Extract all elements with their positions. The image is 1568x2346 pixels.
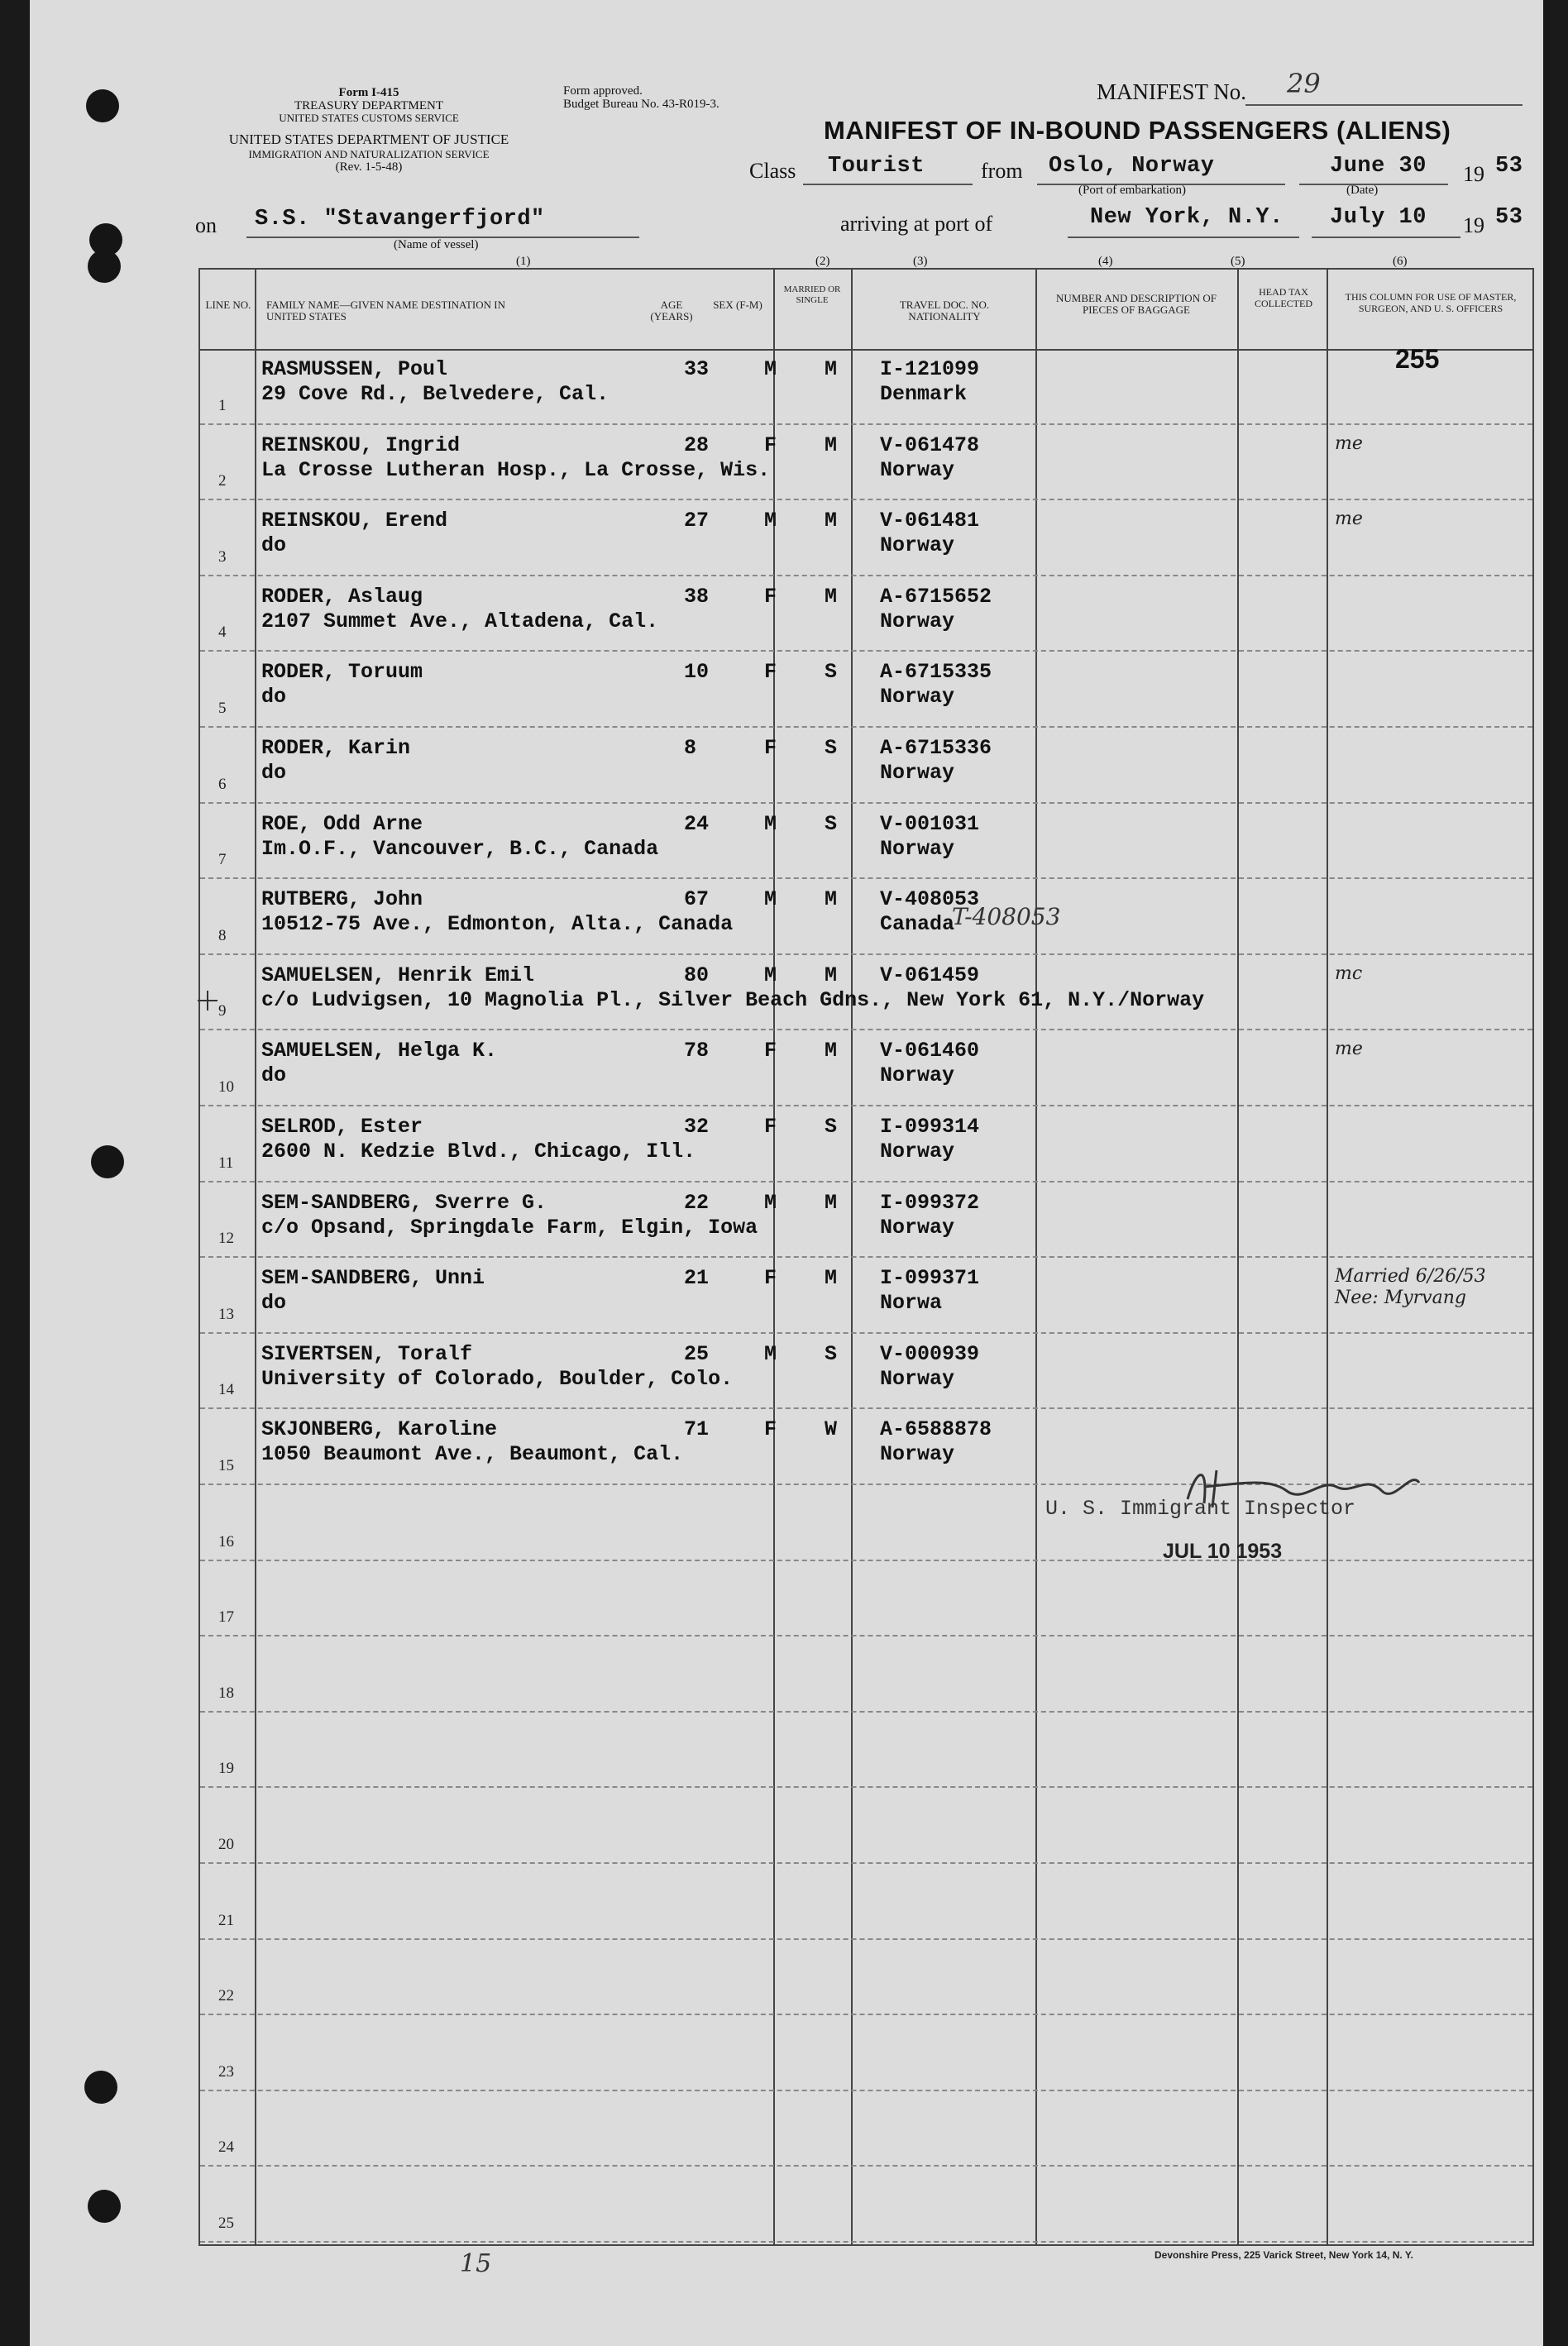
from-value: Oslo, Norway <box>1049 154 1215 179</box>
marital-status: M <box>825 432 838 457</box>
age: 28 <box>684 432 710 457</box>
age: 24 <box>684 811 710 836</box>
cross-mark <box>195 988 220 1013</box>
row-divider <box>200 2014 1532 2015</box>
row-divider <box>200 1786 1532 1788</box>
passenger-name: REINSKOU, Ingrid <box>261 432 461 457</box>
arrival-year-prefix: 19 <box>1463 213 1484 237</box>
sex: F <box>764 432 777 457</box>
class-label: Class <box>749 159 796 183</box>
line-number: 9 <box>218 1002 227 1020</box>
passenger-name: SELROD, Ester <box>261 1115 423 1139</box>
year-prefix: 19 <box>1463 162 1484 186</box>
destination: do <box>261 533 287 558</box>
row-divider <box>200 1711 1532 1713</box>
nationality: Norway <box>880 609 955 633</box>
destination: c/o Ludvigsen, 10 Magnolia Pl., Silver Beach Gdns., New York 61, N.Y./Norway <box>261 987 1205 1012</box>
revision: (Rev. 1-5-48) <box>335 160 403 174</box>
line-number: 14 <box>218 1381 234 1399</box>
nationality: Norwa <box>880 1291 943 1316</box>
destination: University of Colorado, Boulder, Colo. <box>261 1366 734 1391</box>
col-number-6: (6) <box>1393 255 1408 268</box>
nationality: Norway <box>880 1215 955 1240</box>
sex: M <box>764 1341 777 1366</box>
ins-service: IMMIGRATION AND NATURALIZATION SERVICE <box>248 148 490 160</box>
travel-doc: A-6588878 <box>880 1417 992 1442</box>
line-number: 1 <box>218 396 227 414</box>
destination: Im.O.F., Vancouver, B.C., Canada <box>261 836 659 861</box>
row-divider <box>200 726 1532 728</box>
header-head-tax: HEAD TAX COLLECTED <box>1255 286 1312 309</box>
col-number-2: (2) <box>815 255 830 268</box>
header-travel-doc: TRAVEL DOC. NO. NATIONALITY <box>899 299 990 323</box>
row-divider <box>200 2090 1532 2091</box>
row-divider <box>200 499 1532 500</box>
header-married: MARRIED OR SINGLE <box>783 284 841 305</box>
budget-bureau: Budget Bureau No. 43-R019-3. <box>563 98 719 111</box>
row-divider <box>200 1332 1532 1334</box>
inspector-signature <box>1171 1454 1452 1520</box>
destination: do <box>261 761 287 785</box>
line-number: 23 <box>218 2062 234 2081</box>
line-number: 16 <box>218 1532 234 1550</box>
officer-note: mc <box>1335 963 1363 984</box>
passenger-name: ROE, Odd Arne <box>261 811 423 836</box>
travel-doc: V-061478 <box>880 432 980 457</box>
binder-hole <box>86 89 119 122</box>
travel-doc: I-099371 <box>880 1266 980 1291</box>
marital-status: S <box>825 1341 838 1366</box>
nationality: Norway <box>880 1140 955 1163</box>
line-number: 4 <box>218 624 227 642</box>
port-embark-caption: (Port of embarkation) <box>1078 184 1186 197</box>
line-number: 21 <box>218 1911 234 1929</box>
travel-doc: A-6715336 <box>880 736 992 760</box>
line-number: 2 <box>218 472 227 490</box>
line-number: 25 <box>218 2215 234 2232</box>
passenger-name: SEM-SANDBERG, Unni <box>261 1266 485 1291</box>
bottom-mark: 15 <box>460 2249 492 2278</box>
line-number: 17 <box>218 1608 234 1627</box>
nationality: Canada <box>880 912 955 937</box>
passenger-name: SAMUELSEN, Henrik Emil <box>261 963 535 987</box>
date-value: June 30 <box>1330 154 1427 179</box>
passenger-name: SKJONBERG, Karoline <box>261 1417 498 1442</box>
header-age: AGE (YEARS) <box>650 299 693 323</box>
marital-status: M <box>825 963 838 987</box>
manifest-no-value: 29 <box>1287 68 1321 99</box>
treasury-department: TREASURY DEPARTMENT <box>294 99 444 112</box>
officer-note: me <box>1335 1039 1363 1060</box>
sex: M <box>764 887 777 912</box>
passenger-name: RODER, Karin <box>261 736 411 760</box>
sex: F <box>764 584 777 609</box>
line-number: 18 <box>218 1684 234 1702</box>
row-divider <box>200 1105 1532 1106</box>
dept-of-justice: UNITED STATES DEPARTMENT OF JUSTICE <box>228 131 509 147</box>
row-divider <box>200 877 1532 879</box>
destination: do <box>261 685 287 710</box>
nationality: Norway <box>880 457 955 482</box>
destination: 29 Cove Rd., Belvedere, Cal. <box>261 382 610 406</box>
row-divider <box>200 1029 1532 1030</box>
marital-status: S <box>825 660 838 685</box>
age: 32 <box>684 1115 710 1139</box>
nationality: Norway <box>880 1063 955 1088</box>
sex: M <box>764 509 777 533</box>
marital-status: W <box>825 1417 838 1442</box>
passenger-name: SAMUELSEN, Helga K. <box>261 1039 498 1063</box>
line-number: 20 <box>218 1836 234 1853</box>
line-number: 8 <box>218 926 227 944</box>
line-number: 19 <box>218 1760 234 1778</box>
binder-hole <box>84 2071 117 2104</box>
header-name: FAMILY NAME—GIVEN NAME DESTINATION IN UNITED STATES <box>266 299 506 323</box>
travel-doc: V-001031 <box>880 811 980 836</box>
travel-doc: I-099314 <box>880 1115 980 1139</box>
line-number: 15 <box>218 1457 234 1474</box>
stamp-date: JUL 10 1953 <box>1163 1540 1283 1563</box>
printer-footer: Devonshire Press, 225 Varick Street, New York 14, N. Y. <box>1154 2249 1413 2261</box>
col-number-4: (4) <box>1098 255 1113 268</box>
officer-note: Married 6/26/53 Nee: Myrvang <box>1335 1266 1486 1309</box>
row-divider <box>200 1938 1532 1940</box>
inspector-stamp: U. S. Immigrant Inspector <box>1045 1497 1356 1521</box>
passenger-table <box>198 268 1534 2246</box>
line-number: 5 <box>218 700 227 717</box>
header-sex: SEX (F-M) <box>713 299 762 311</box>
destination: do <box>261 1063 287 1088</box>
customs-service: UNITED STATES CUSTOMS SERVICE <box>279 112 459 124</box>
line-number: 3 <box>218 547 227 566</box>
destination: 2600 N. Kedzie Blvd., Chicago, Ill. <box>261 1140 696 1163</box>
travel-doc: I-099372 <box>880 1190 980 1215</box>
destination: La Crosse Lutheran Hosp., La Crosse, Wis. <box>261 457 771 482</box>
destination: c/o Opsand, Springdale Farm, Elgin, Iowa <box>261 1215 758 1240</box>
row-divider <box>200 802 1532 804</box>
row-divider <box>200 1862 1532 1864</box>
line-number: 24 <box>218 2138 234 2157</box>
vessel-name: S.S. "Stavangerfjord" <box>255 207 545 232</box>
header-officers: THIS COLUMN FOR USE OF MASTER, SURGEON, AND U. S. OFFICERS <box>1345 291 1517 314</box>
marital-status: M <box>825 357 838 381</box>
travel-doc: V-061459 <box>880 963 980 987</box>
sex: F <box>764 736 777 760</box>
marital-status: M <box>825 1190 838 1215</box>
col-number-1: (1) <box>516 255 531 268</box>
header-baggage: NUMBER AND DESCRIPTION OF PIECES OF BAGGAGE <box>1056 292 1217 316</box>
manifest-no-label: MANIFEST No. <box>1097 79 1247 104</box>
passenger-name: SEM-SANDBERG, Sverre G. <box>261 1190 547 1215</box>
passenger-name: RODER, Aslaug <box>261 584 423 609</box>
age: 80 <box>684 963 710 987</box>
row-divider <box>200 2241 1532 2243</box>
officer-note: me <box>1335 509 1363 530</box>
age: 25 <box>684 1341 710 1366</box>
manifest-title: MANIFEST OF IN-BOUND PASSENGERS (ALIENS) <box>824 116 1451 145</box>
nationality: Norway <box>880 836 955 861</box>
age: 33 <box>684 357 710 381</box>
age: 10 <box>684 660 710 685</box>
travel-doc: V-061481 <box>880 509 980 533</box>
arrival-port: New York, N.Y. <box>1090 205 1284 230</box>
nationality: Norway <box>880 533 955 558</box>
col-number-5: (5) <box>1231 255 1245 268</box>
row-divider <box>200 1635 1532 1636</box>
travel-doc: A-6715652 <box>880 584 992 609</box>
destination: 10512-75 Ave., Edmonton, Alta., Canada <box>261 912 734 937</box>
nationality: Norway <box>880 761 955 785</box>
sex: F <box>764 1115 777 1139</box>
year-value: 53 <box>1495 154 1523 179</box>
class-value: Tourist <box>828 154 925 179</box>
passenger-name: RUTBERG, John <box>261 887 423 912</box>
line-number: 22 <box>218 1987 234 2005</box>
sex: F <box>764 660 777 685</box>
passenger-name: RODER, Toruum <box>261 660 423 685</box>
header-line-no: LINE NO. <box>205 299 251 311</box>
on-label: on <box>195 213 217 237</box>
travel-doc: V-000939 <box>880 1341 980 1366</box>
line-number: 11 <box>218 1154 234 1172</box>
binder-hole <box>91 1145 124 1178</box>
officer-note: me <box>1335 432 1363 454</box>
arriving-label: arriving at port of <box>840 212 993 236</box>
doc-correction: T-408053 <box>952 903 1061 930</box>
destination: 1050 Beaumont Ave., Beaumont, Cal. <box>261 1442 684 1467</box>
marital-status: M <box>825 1266 838 1291</box>
form-approved: Form approved. <box>563 84 643 98</box>
binder-hole <box>88 2190 121 2223</box>
travel-doc: A-6715335 <box>880 660 992 685</box>
passenger-name: REINSKOU, Erend <box>261 509 448 533</box>
marital-status: S <box>825 1115 838 1139</box>
date-caption: (Date) <box>1346 184 1379 197</box>
marital-status: M <box>825 887 838 912</box>
row-divider <box>200 575 1532 576</box>
line-number: 6 <box>218 775 227 793</box>
marital-status: M <box>825 1039 838 1063</box>
passenger-name: RASMUSSEN, Poul <box>261 357 448 381</box>
officer-number: 255 <box>1395 344 1440 374</box>
col-number-3: (3) <box>913 255 928 268</box>
age: 27 <box>684 509 710 533</box>
row-divider <box>200 1560 1532 1561</box>
row-divider <box>200 953 1532 955</box>
sex: F <box>764 1417 777 1442</box>
travel-doc: V-408053 <box>880 887 980 912</box>
from-label: from <box>981 159 1023 183</box>
age: 22 <box>684 1190 710 1215</box>
line-number: 13 <box>218 1305 234 1323</box>
sex: M <box>764 357 777 381</box>
row-divider <box>200 1181 1532 1183</box>
marital-status: M <box>825 509 838 533</box>
nationality: Denmark <box>880 382 968 406</box>
form-number: Form I-415 <box>338 86 399 99</box>
age: 67 <box>684 887 710 912</box>
line-number: 12 <box>218 1230 234 1248</box>
age: 21 <box>684 1266 710 1291</box>
sex: M <box>764 963 777 987</box>
destination: do <box>261 1291 287 1316</box>
arrival-date: July 10 <box>1330 205 1427 230</box>
travel-doc: I-121099 <box>880 357 980 381</box>
age: 78 <box>684 1039 710 1063</box>
row-divider <box>200 423 1532 425</box>
manifest-page <box>30 0 1543 2346</box>
destination: 2107 Summet Ave., Altadena, Cal. <box>261 609 659 633</box>
sex: F <box>764 1266 777 1291</box>
nationality: Norway <box>880 1366 955 1391</box>
marital-status: S <box>825 811 838 836</box>
row-divider <box>200 1407 1532 1409</box>
row-divider <box>200 1256 1532 1258</box>
nationality: Norway <box>880 685 955 710</box>
arrival-year: 53 <box>1495 205 1523 230</box>
row-divider <box>200 650 1532 652</box>
age: 71 <box>684 1417 710 1442</box>
binder-hole <box>88 250 121 283</box>
sex: M <box>764 1190 777 1215</box>
travel-doc: V-061460 <box>880 1039 980 1063</box>
marital-status: S <box>825 736 838 760</box>
sex: M <box>764 811 777 836</box>
nationality: Norway <box>880 1442 955 1467</box>
age: 8 <box>684 736 697 760</box>
row-divider <box>200 2165 1532 2167</box>
age: 38 <box>684 584 710 609</box>
line-number: 10 <box>218 1078 234 1096</box>
marital-status: M <box>825 584 838 609</box>
passenger-name: SIVERTSEN, Toralf <box>261 1341 473 1366</box>
vessel-caption: (Name of vessel) <box>394 238 479 251</box>
sex: F <box>764 1039 777 1063</box>
line-number: 7 <box>218 851 227 869</box>
